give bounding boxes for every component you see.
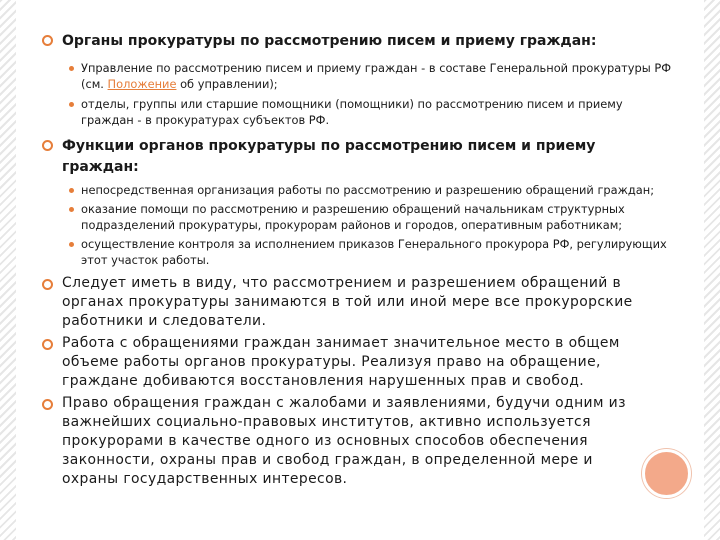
list-item: [42, 236, 677, 268]
body-paragraph: [42, 274, 677, 331]
dot-bullet-icon: [69, 66, 74, 71]
list-item-text: непосредственная организация работы по рассмотрению и разрешению обращений граждан;: [81, 183, 655, 197]
heading-text: Функции органов прокуратуры по рассмотрению писем и приему граждан:: [62, 138, 596, 175]
list-item-text: Управление по рассмотрению писем и приему граждан - в составе Генеральной прокуратуры РФ (см.: [81, 61, 672, 91]
ring-bullet-icon: [42, 339, 53, 350]
right-decorative-stripe: [704, 0, 720, 540]
list-item: [42, 96, 677, 128]
body-paragraph: [42, 394, 652, 489]
list-item: [42, 201, 677, 233]
heading-organs: [42, 30, 677, 51]
slide-content: [42, 30, 677, 489]
left-decorative-stripe: [0, 0, 16, 540]
paragraph-text: Право обращения граждан с жалобами и заявлениями, будучи одним из важнейших социально-правовых институтов, активно используется прокурорами в качестве одного из основных способов обеспечения законности, охраны прав и свобод граждан, в определенной мере и охраны государственных интересов.: [62, 395, 626, 487]
dot-bullet-icon: [69, 242, 74, 247]
list-item-text: об управлении);: [176, 77, 278, 91]
ring-bullet-icon: [42, 399, 53, 410]
heading-functions: [42, 135, 677, 177]
ring-bullet-icon: [42, 140, 53, 151]
body-paragraph: [42, 334, 677, 391]
list-item-text: отделы, группы или старшие помощники (помощники) по рассмотрению писем и приему граждан - в прокуратурах субъектов РФ.: [81, 97, 623, 127]
decorative-circle: [642, 449, 691, 498]
dot-bullet-icon: [69, 207, 74, 212]
list-item-text: оказание помощи по рассмотрению и разрешению обращений начальникам структурных подразделений прокуратуры, прокурорам районов и городов, оперативным работникам;: [81, 202, 625, 232]
regulation-link[interactable]: Положение: [107, 77, 177, 91]
dot-bullet-icon: [69, 188, 74, 193]
list-item-text: осуществление контроля за исполнением приказов Генерального прокурора РФ, регулирующих этот участок работы.: [81, 237, 667, 267]
list-item: [42, 60, 677, 92]
ring-bullet-icon: [42, 279, 53, 290]
paragraph-text: Работа с обращениями граждан занимает значительное место в общем объеме работы органов прокуратуры. Реализуя право на обращение, граждане добиваются восстановления нарушенных прав и свобод.: [62, 335, 620, 389]
heading-text: Органы прокуратуры по рассмотрению писем и приему граждан:: [62, 33, 597, 49]
paragraph-text: Следует иметь в виду, что рассмотрением и разрешением обращений в органах прокуратуры занимаются в той или иной мере все прокурорские работники и следователи.: [62, 275, 633, 329]
ring-bullet-icon: [42, 35, 53, 46]
list-item: [42, 182, 677, 198]
dot-bullet-icon: [69, 102, 74, 107]
